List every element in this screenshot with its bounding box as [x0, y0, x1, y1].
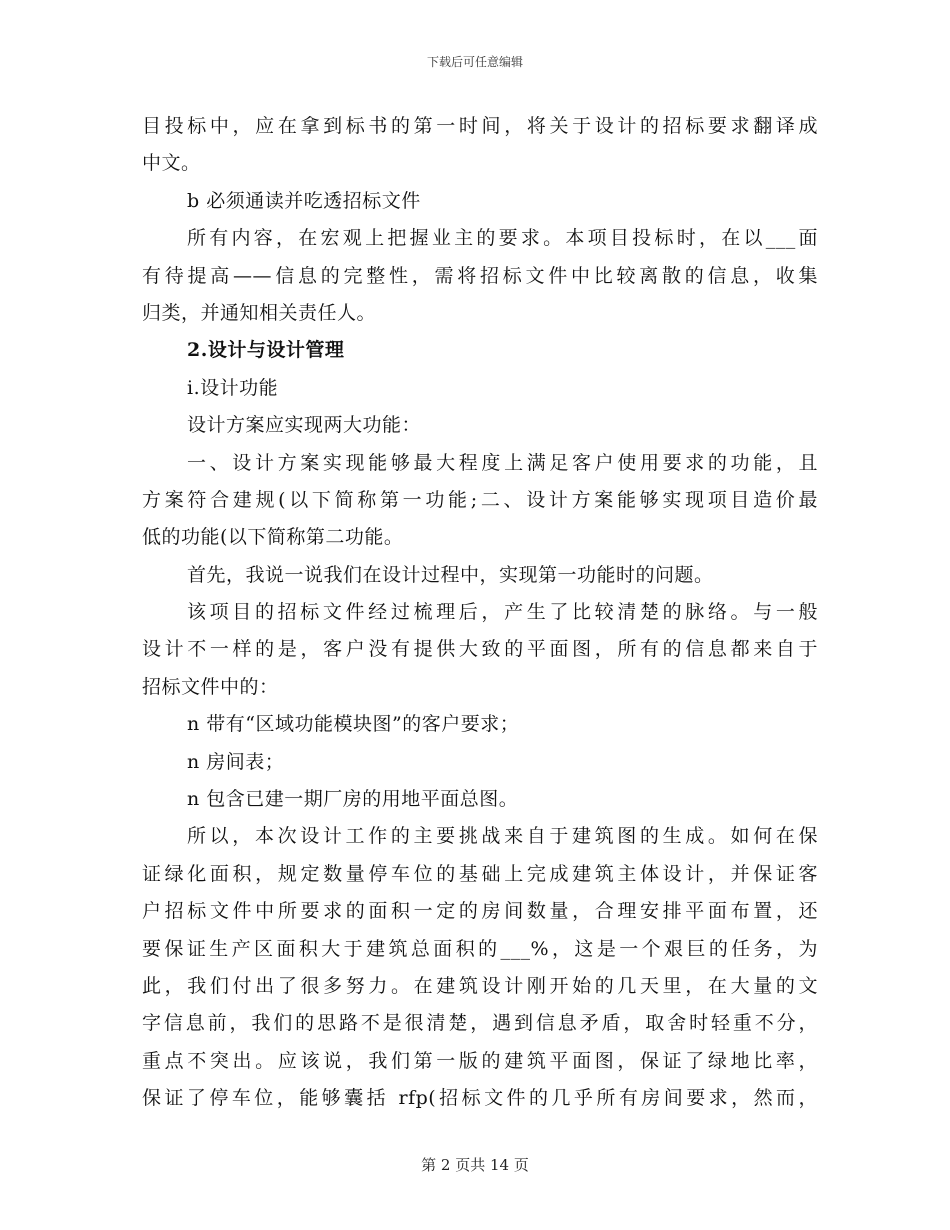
subheading-b: b 必须通读并吃透招标文件: [187, 189, 421, 212]
body-line: 中文。: [142, 152, 201, 175]
body-line: 设计不一样的是，客户没有提供大致的平面图，所有的信息都来自于: [142, 638, 818, 661]
body-line: 低的功能(以下简称第二功能。: [142, 526, 404, 549]
section-heading: 2.设计与设计管理: [187, 339, 345, 362]
body-line: 一、设计方案实现能够最大程度上满足客户使用要求的功能，且: [187, 451, 818, 474]
body-line: 招标文件中的：: [142, 675, 279, 698]
body-line: 要保证生产区面积大于建筑总面积的___%，这是一个艰巨的任务，为: [142, 937, 818, 960]
body-line: 字信息前，我们的思路不是很清楚，遇到信息矛盾，取舍时轻重不分，: [142, 1012, 818, 1035]
body-line: 户招标文件中所要求的面积一定的房间数量，合理安排平面布置，还: [142, 900, 818, 923]
body-line: 重点不突出。应该说，我们第一版的建筑平面图，保证了绿地比率，: [142, 1049, 818, 1072]
body-line: 方案符合建规(以下简称第一功能;二、设计方案能够实现项目造价最: [142, 488, 818, 511]
document-body: [142, 108, 818, 1118]
list-item: n 包含已建一期厂房的用地平面总图。: [187, 788, 519, 811]
body-line: 所以，本次设计工作的主要挑战来自于建筑图的生成。如何在保: [187, 825, 818, 848]
body-line: 设计方案应实现两大功能：: [187, 414, 422, 437]
page-header: 下载后可任意编辑: [426, 55, 523, 69]
body-line: 此，我们付出了很多努力。在建筑设计刚开始的几天里，在大量的文: [142, 974, 818, 997]
body-line: 首先，我说一说我们在设计过程中，实现第一功能时的问题。: [187, 563, 714, 586]
body-line: 有待提高——信息的完整性，需将招标文件中比较离散的信息，收集: [142, 264, 818, 287]
body-line: 目投标中，应在拿到标书的第一时间，将关于设计的招标要求翻译成: [142, 115, 818, 137]
body-line: 保证了停车位，能够囊括 rfp(招标文件的几乎所有房间要求，然而，: [142, 1087, 818, 1110]
list-item: n 房间表；: [187, 750, 285, 773]
body-line: 归类，并通知相关责任人。: [142, 301, 377, 324]
body-line: 该项目的招标文件经过梳理后，产生了比较清楚的脉络。与一般: [187, 601, 818, 624]
body-line: 所有内容，在宏观上把握业主的要求。本项目投标时，在以___面: [187, 227, 818, 250]
page-footer: 第 2 页共 14 页: [421, 1156, 529, 1174]
list-item: n 带有“区域功能模块图”的客户要求；: [187, 713, 520, 736]
subheading-i: i.设计功能: [187, 376, 279, 399]
body-line: 证绿化面积，规定数量停车位的基础上完成建筑主体设计，并保证客: [142, 862, 818, 885]
